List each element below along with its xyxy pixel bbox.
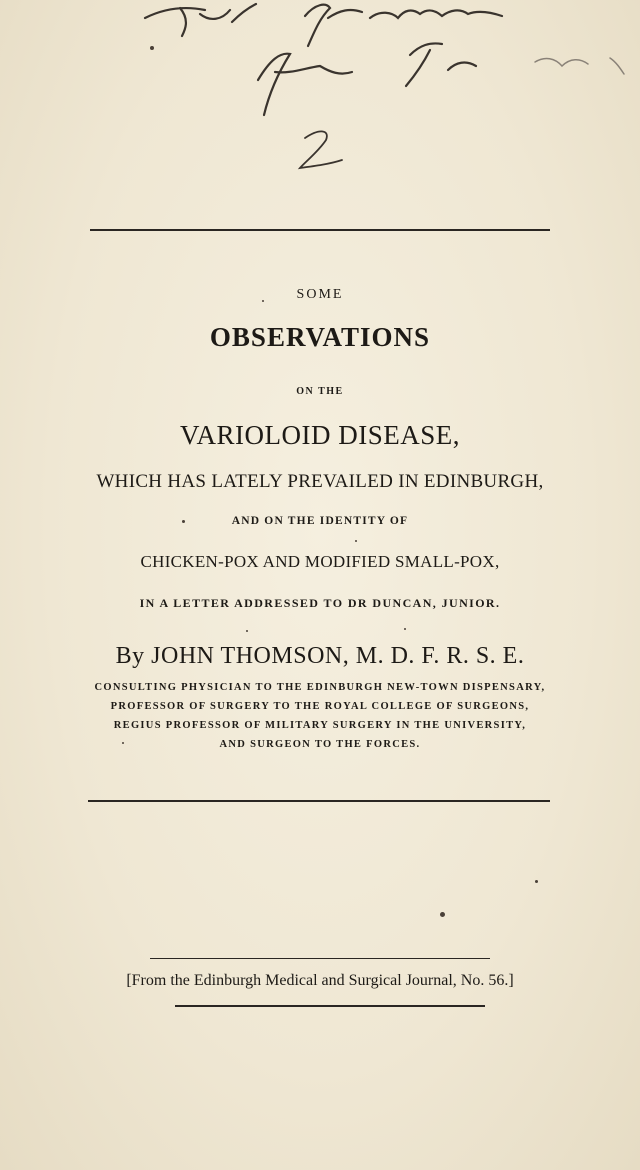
credential-line: REGIUS PROFESSOR OF MILITARY SURGERY IN THE UNIVERSITY, [113, 720, 527, 731]
subtitle-identity: AND ON THE IDENTITY OF [231, 515, 409, 527]
credential-line: AND SURGEON TO THE FORCES. [219, 739, 421, 750]
heading-observations: OBSERVATIONS [209, 322, 431, 352]
top-rule [90, 229, 550, 231]
credential-line: PROFESSOR OF SURGERY TO THE ROYAL COLLEGE OF SURGEONS, [110, 701, 530, 712]
credential-line: CONSULTING PHYSICIAN TO THE EDINBURGH NEW-TOWN DISPENSARY, [94, 682, 546, 693]
source-rule-bottom [175, 1005, 485, 1007]
author-line: By JOHN THOMSON, M. D. F. R. S. E. [115, 643, 525, 669]
subtitle-chicken-pox: CHICKEN-POX AND MODIFIED SMALL-POX, [140, 552, 500, 571]
heading-some: SOME [296, 287, 344, 302]
heading-varioloid-disease: VARIOLOID DISEASE, [179, 420, 460, 450]
source-rule-top [150, 958, 490, 959]
subtitle-edinburgh: WHICH HAS LATELY PREVAILED IN EDINBURGH, [96, 471, 544, 492]
subtitle-letter: IN A LETTER ADDRESSED TO DR DUNCAN, JUNIOR. [139, 596, 501, 610]
source-citation: [From the Edinburgh Medical and Surgical Journal, No. 56.] [126, 972, 514, 989]
heading-on-the: ON THE [296, 386, 344, 397]
handwritten-inscription [130, 0, 640, 190]
middle-rule [88, 800, 550, 802]
